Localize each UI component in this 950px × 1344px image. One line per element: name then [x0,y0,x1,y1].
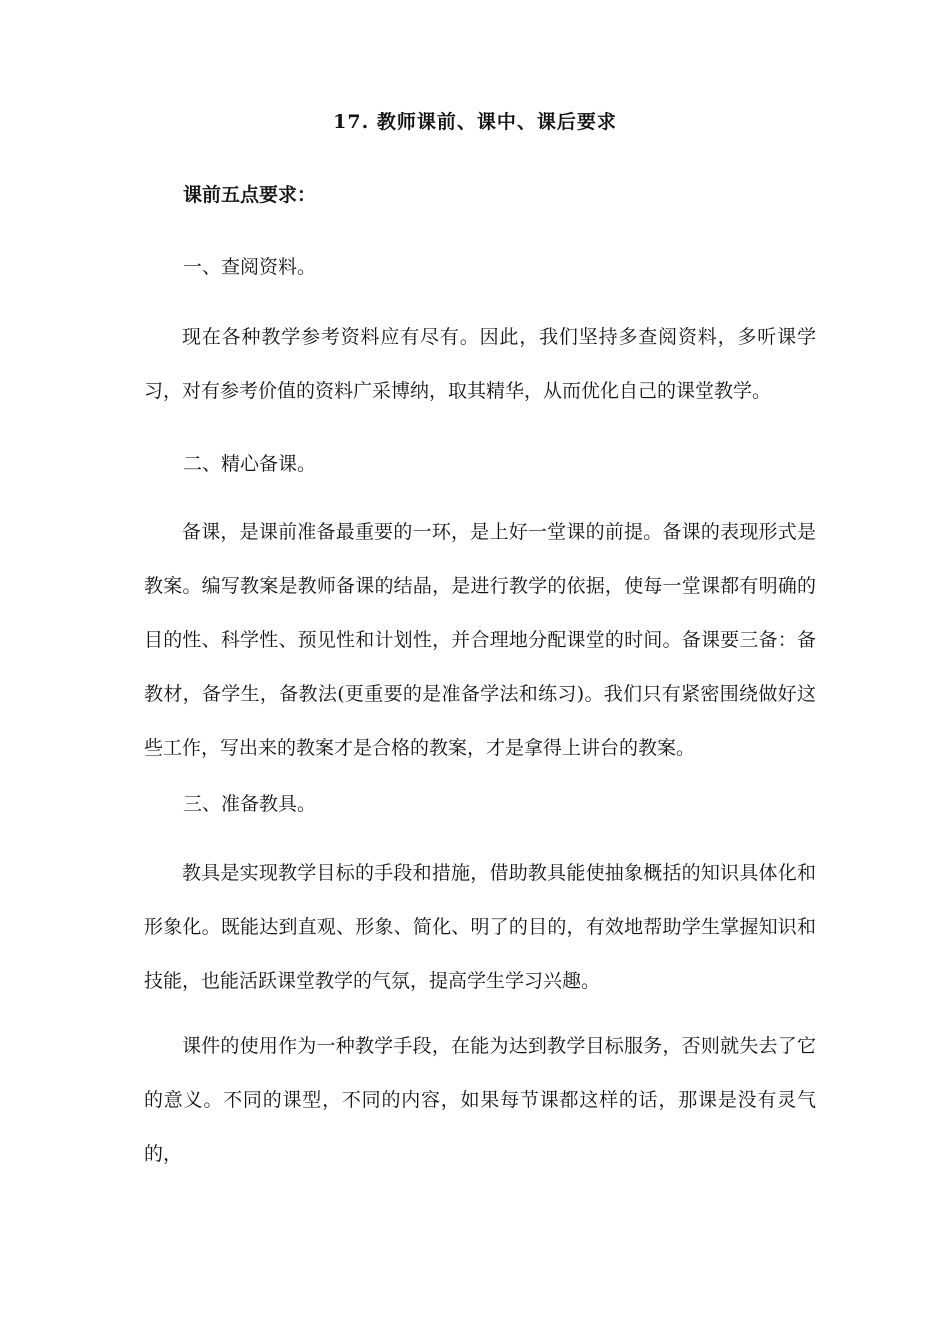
item-2-paragraph-1: 备课，是课前准备最重要的一环，是上好一堂课的前提。备课的表现形式是教案。编写教案是教师备课的结晶，是进行教学的依据，使每一堂课都有明确的目的性、科学性、预见性和计划性，并合理地分配课堂的时间。备课要三备：备教材，备学生，备教法(更重要的是准备学法和练习)。我们只有紧密围绕做好这些工作，写出来的教案才是合格的教案，才是拿得上讲台的教案。 [144,521,816,759]
item-3-paragraph-2: 课件的使用作为一种教学手段，在能为达到教学目标服务，否则就失去了它的意义。不同的课型，不同的内容，如果每节课都这样的话，那课是没有灵气的， [144,1035,816,1165]
item-3-paragraph-1: 教具是实现教学目标的手段和措施，借助教具能使抽象概括的知识具体化和形象化。既能达到直观、形象、简化、明了的目的，有效地帮助学生掌握知识和技能，也能活跃课堂教学的气氛，提高学生学习兴趣。 [144,862,816,992]
item-1-paragraph-1: 现在各种教学参考资料应有尽有。因此，我们坚持多查阅资料，多听课学习，对有参考价值的资料广采博纳，取其精华，从而优化自己的课堂教学。 [144,326,816,402]
section-heading: 课前五点要求： [183,184,317,206]
document-title: 17. 教师课前、课中、课后要求 [333,111,617,133]
item-heading-3: 三、准备教具。 [183,793,317,815]
item-heading-1: 一、查阅资料。 [183,256,317,278]
item-heading-2: 二、精心备课。 [183,453,317,475]
